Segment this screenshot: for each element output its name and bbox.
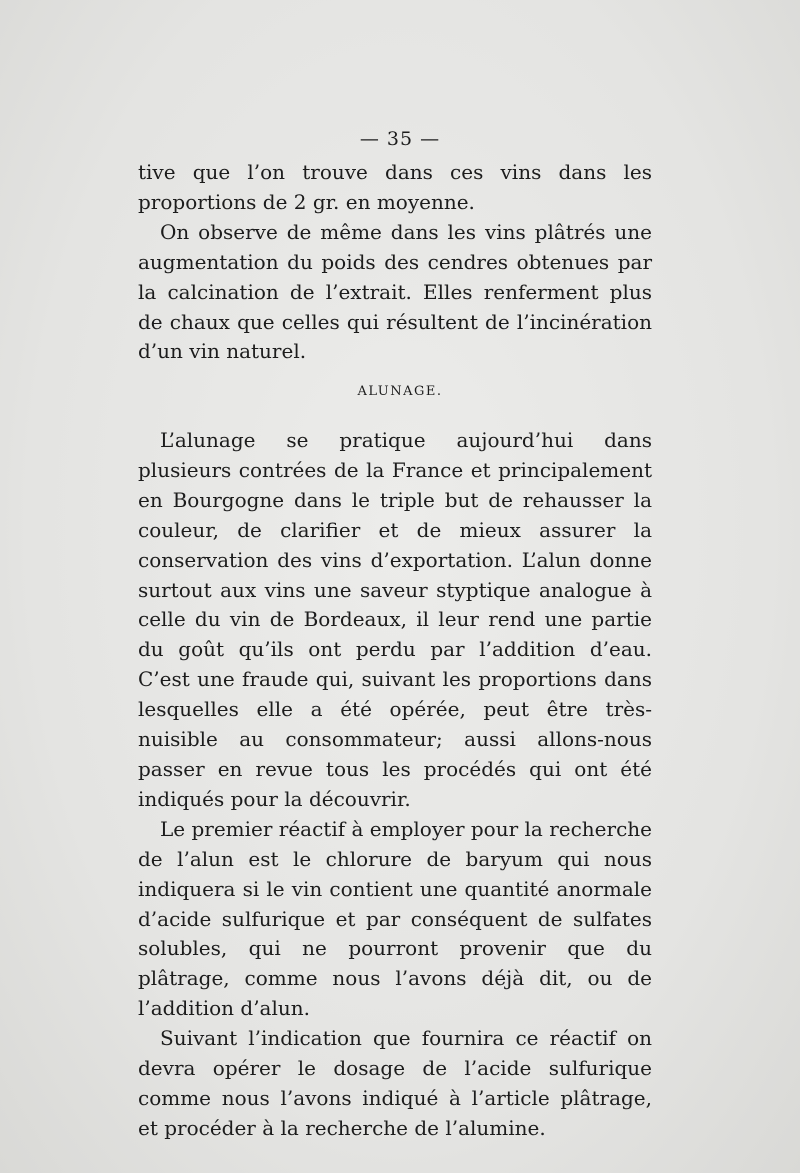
section-heading: ALUNAGE. bbox=[357, 384, 443, 399]
paragraph: L’alunage se pratique aujourd’hui dans plusieurs contrées de la France et principalement en Bourgogne dans le triple but de rehausser la couleur, de clarifier et de mieux assurer la conservation des vins d’exportation. L’alun donne surtout aux vins une saveur styptique analogue à celle du vin de Bordeaux, il leur rend une partie du goût qu’ils ont perdu par l’addition d’eau. C’est une fraude qui, suivant les proportions dans lesquelles elle a été opérée, peut être très-nuisible au consommateur; aussi allons-nous passer en revue tous les procédés qui ont été indiqués pour la découvrir. bbox=[138, 428, 652, 811]
paragraph: Suivant l’indication que fournira ce réactif on devra opérer le dosage de l’acide sulfurique comme nous l’avons indiqué à l’article plâtrage, et procéder à la recherche de l’alumine. bbox=[138, 1026, 652, 1140]
paragraph: Le premier réactif à employer pour la recherche de l’alun est le chlorure de baryum qui nous indiquera si le vin contient une quantité anormale d’acide sulfurique et par conséquent de sulfates solubles, qui ne pourront provenir que du plâtrage, comme nous l’avons déjà dit, ou de l’addition d’alun. bbox=[138, 816, 652, 1021]
section-text-block bbox=[138, 426, 652, 1144]
page-number: — 35 — bbox=[359, 128, 441, 150]
paragraph: On observe de même dans les vins plâtrés une augmentation du poids des cendres obtenues par la calcination de l’extrait. Elles renferment plus de chaux que celles qui résultent de l’incinération d’un vin naturel. bbox=[138, 219, 652, 364]
paragraph-continued: tive que l’on trouve dans ces vins dans les proportions de 2 gr. en moyenne. bbox=[138, 160, 652, 214]
intro-text-block bbox=[138, 158, 652, 367]
